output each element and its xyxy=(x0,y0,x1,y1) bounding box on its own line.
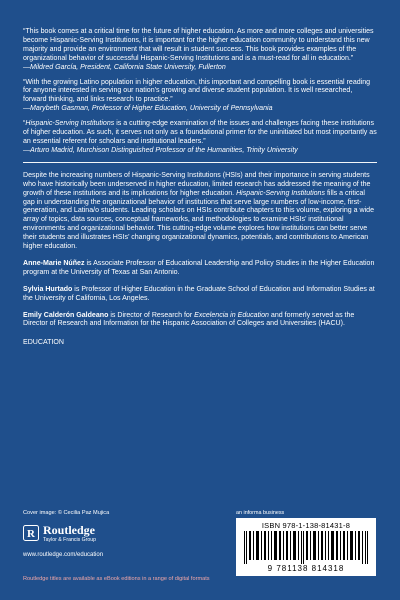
book-title-italic: Hispanic-Serving Institutions xyxy=(236,189,326,197)
cover-image-credit: Cover image: © Cecilia Paz Mujica xyxy=(23,510,110,516)
isbn-barcode xyxy=(236,518,376,576)
editor-name: Anne-Marie Núñez xyxy=(23,259,85,267)
editor-bio-text: is Director of Research for xyxy=(108,311,195,319)
editor-bio-text: is Associate Professor of Educational Leadership and Policy Studies in the Higher Education program at the University of Texas at San Antonio. xyxy=(23,259,375,276)
editor-name: Emily Calderón Galdeano xyxy=(23,311,109,319)
book-description xyxy=(23,172,377,252)
divider-line xyxy=(23,162,377,163)
quote-attribution: —Arturo Madrid, Murchison Distinguished Professor of the Humanities, Trinity University xyxy=(23,146,298,154)
quote-text: “This book comes at a critical time for the future of higher education. As more and more colleges and universities become Hispanic-Serving Institutions, it is important for the higher education community to understand this new majority and provide an environment that will result in student success. This book provides examples of the organizational behavior of successful Hispanic-Serving Institutions and is a must-read for all in education.” xyxy=(23,28,374,62)
editor-name: Sylvia Hurtado xyxy=(23,285,73,293)
endorsement-quote-1 xyxy=(23,28,377,73)
svg-text:R: R xyxy=(27,528,35,540)
publisher-url[interactable]: www.routledge.com/education xyxy=(23,552,104,558)
description-part-2: fills a critical gap in understanding the organizational behavior of institutions that serve large numbers of low-income, first-generation, and Latina/o students. Leading scholars on HSIs contribute chapters to this volume, exploring a wide array of topics, data sources, conceptual frameworks, and methodologies to examine HSIs’ institutional environments and organizational behavior. This cutting-edge volume explores how institutions can better serve their students and illustrates HSIs’ changing organizational dynamics, potentials, and contributions to American higher education. xyxy=(23,189,374,251)
informa-business-label: an informa business xyxy=(236,510,285,516)
editor-bio-text: is Professor of Higher Education in the Graduate School of Education and Information Studies at the University of California, Los Angeles. xyxy=(23,285,375,302)
quote-text: “With the growing Latino population in higher education, this important and compelling book is essential reading for anyone interested in serving our nation’s growing and diverse student population. It is well researched, forward thinking, and links research to practice.” xyxy=(23,78,371,104)
editor-bio-text: and formerly served as the Director of Research and Information for the Hispanic Association of Colleges and Universities (HACU). xyxy=(23,311,355,328)
open-quote-mark: “ xyxy=(23,120,26,128)
subject-category: EDUCATION xyxy=(23,339,64,347)
description-part-1: Despite the increasing numbers of Hispanic-Serving Institutions (HSIs) and their importance in serving students who have historically been underserved in higher education, limited research has addressed the meaning of the growth of these institutions and its implications for higher education. xyxy=(23,171,371,197)
quote-attribution: —Mildred García, President, California State University, Fullerton xyxy=(23,63,226,71)
quote-attribution: —Marybeth Gasman, Professor of Higher Education, University of Pennsylvania xyxy=(23,105,273,113)
ebook-availability-note: Routledge titles are available as eBook editions in a range of digital formats xyxy=(23,576,210,582)
book-title-italic: Hispanic-Serving Institutions xyxy=(25,120,115,128)
organization-italic: Excelencia in Education xyxy=(194,311,269,319)
endorsement-quote-2 xyxy=(23,79,377,115)
editor-bio-1 xyxy=(23,260,377,278)
routledge-r-logo-icon xyxy=(23,525,39,541)
quote-text xyxy=(23,120,377,147)
endorsement-quote-3 xyxy=(23,120,377,156)
editor-bio-2 xyxy=(23,286,377,304)
editor-bio-3 xyxy=(23,312,377,330)
routledge-logo xyxy=(23,523,143,549)
back-cover-text xyxy=(23,28,377,348)
barcode-digits: 9 781138 814318 xyxy=(267,564,345,573)
isbn-label: ISBN 978-1-138-81431-8 xyxy=(261,521,351,530)
barcode-icon xyxy=(244,531,368,564)
publisher-group: Taylor & Francis Group xyxy=(43,537,97,543)
publisher-name: Routledge xyxy=(43,523,95,537)
quote-text-rest: is a cutting-edge examination of the issues and challenges facing these institutions of higher education. As such, it serves not only as a foundational primer for the uninitiated but most importantly as an essential referent for scholars and institutional leaders.” xyxy=(23,120,377,145)
